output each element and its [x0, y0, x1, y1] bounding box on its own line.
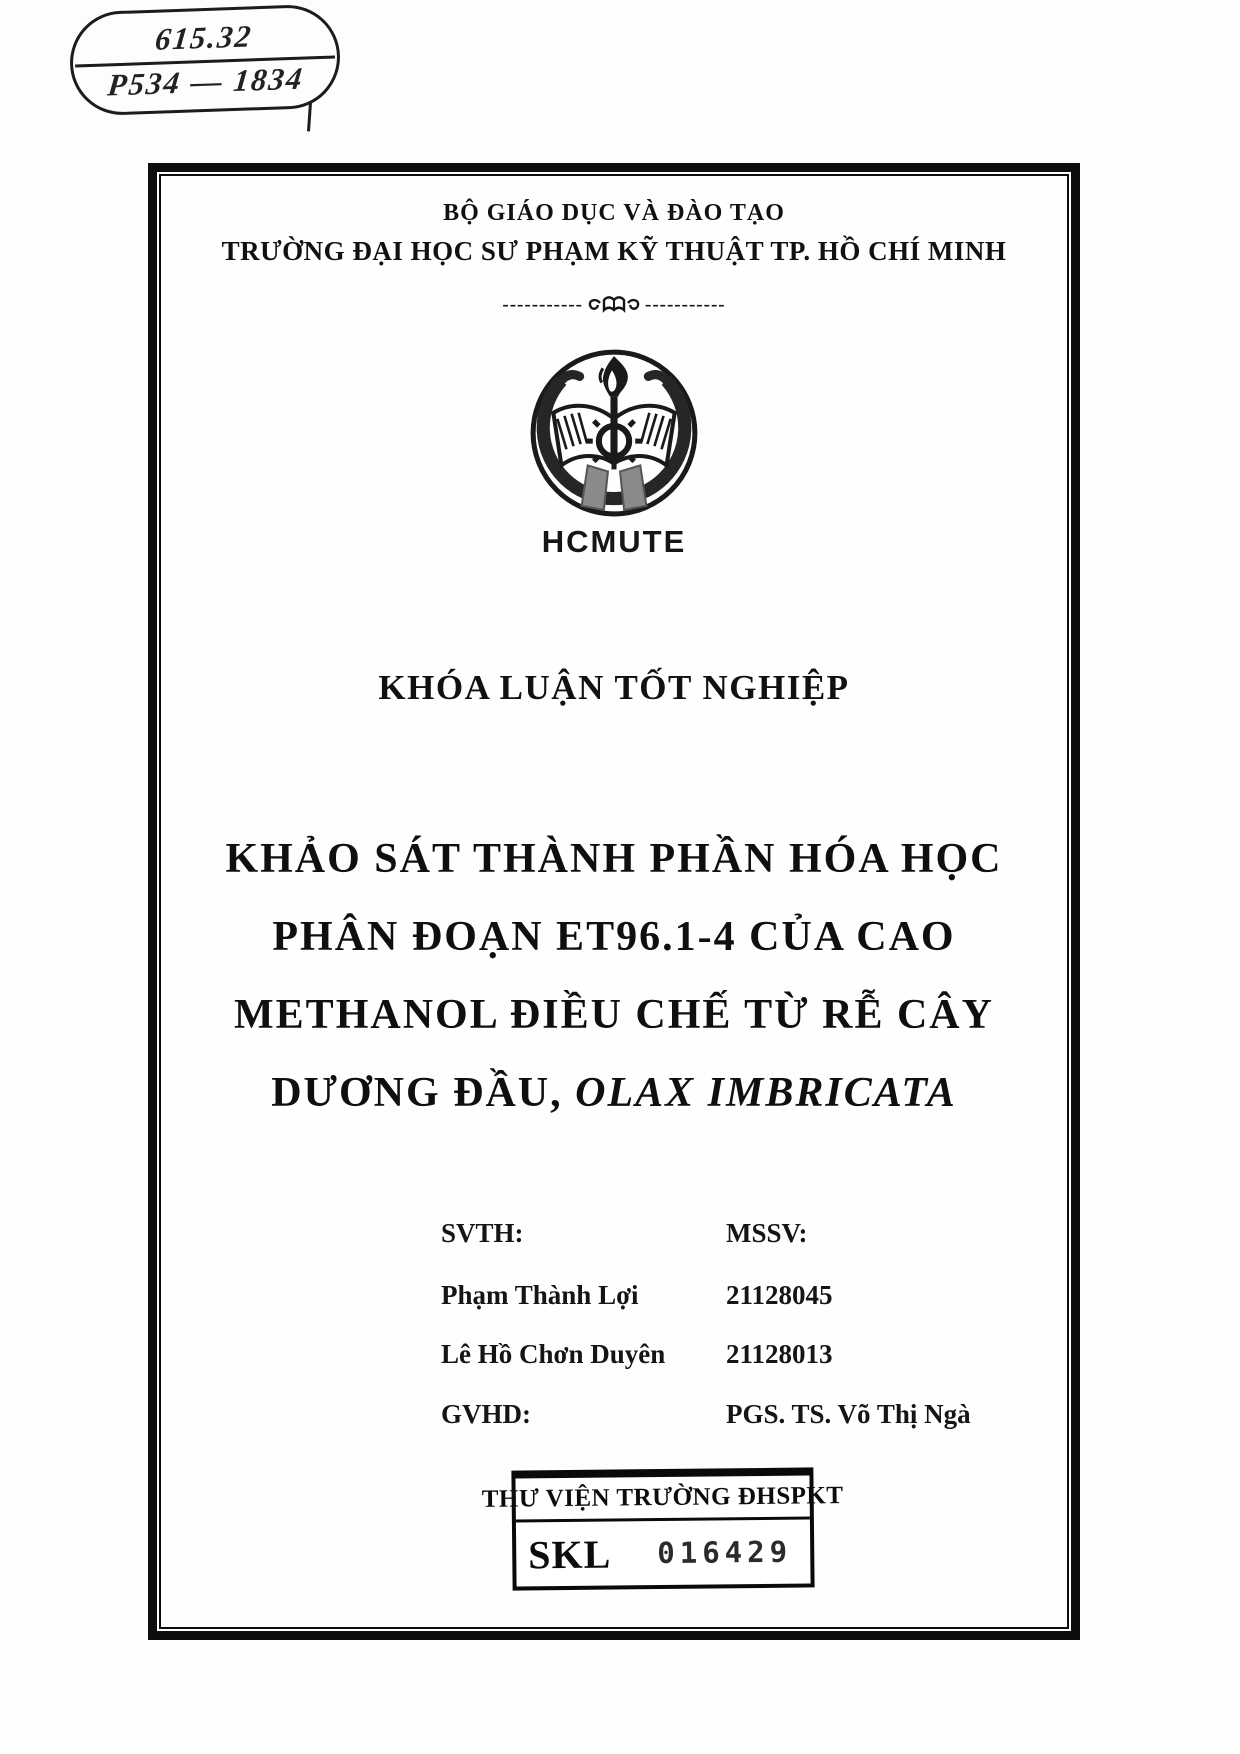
ministry-name: BỘ GIÁO DỤC VÀ ĐÀO TẠO — [443, 200, 785, 226]
student-name: Lê Hồ Chơn Duyên — [441, 1339, 666, 1369]
hcmute-logo — [523, 340, 705, 522]
library-stamp — [481, 1467, 844, 1590]
hcmute-acronym: HCMUTE — [541, 524, 687, 559]
gvhd-label: GVHD: — [441, 1399, 531, 1429]
student-name: Phạm Thành Lợi — [441, 1280, 639, 1310]
call-number-cutter: P534 — 1834 — [106, 60, 306, 103]
call-number-tail-stroke — [307, 101, 312, 131]
cover-frame — [148, 163, 1080, 1640]
mssv-label: MSSV: — [726, 1218, 808, 1248]
student-id: 21128013 — [726, 1339, 833, 1369]
call-number-class: 615.32 — [153, 18, 255, 57]
call-number-oval — [68, 3, 341, 116]
thesis-title — [157, 820, 1071, 1132]
divider-dashes-right: ----------- — [645, 294, 726, 315]
svth-label: SVTH: — [441, 1218, 524, 1248]
thesis-title-line4 — [157, 1054, 1071, 1132]
student-row — [441, 1280, 1021, 1311]
student-row — [441, 1339, 1021, 1370]
skl-accession-number: 016429 — [657, 1534, 793, 1571]
thesis-title-line3: METHANOL ĐIỀU CHẾ TỪ RỄ CÂY — [234, 992, 994, 1038]
thesis-title-line4-text: DƯƠNG ĐẦU, — [271, 1070, 576, 1116]
library-stamp-title: THƯ VIỆN TRƯỜNG ĐHSPKT — [515, 1475, 809, 1522]
header-divider — [157, 292, 1071, 318]
hcmute-emblem-icon — [523, 340, 705, 522]
divider-dashes-left: ----------- — [502, 294, 583, 315]
gvhd-value: PGS. TS. Võ Thị Ngà — [726, 1399, 971, 1429]
thesis-title-line1: KHẢO SÁT THÀNH PHẦN HÓA HỌC — [225, 836, 1003, 882]
university-name: TRƯỜNG ĐẠI HỌC SƯ PHẠM KỸ THUẬT TP. HỒ CHÍ MINH — [221, 236, 1007, 266]
advisor-row — [441, 1399, 1021, 1430]
student-id: 21128045 — [726, 1280, 833, 1310]
info-header-row — [441, 1218, 1021, 1249]
library-stamp-bottom-row — [516, 1519, 811, 1586]
document-type-heading: KHÓA LUẬN TỐT NGHIỆP — [378, 668, 850, 707]
skl-label: SKL — [528, 1531, 612, 1577]
open-book-ornament-icon — [585, 292, 643, 318]
thesis-title-line2: PHÂN ĐOẠN ET96.1-4 CỦA CAO — [272, 914, 956, 960]
thesis-title-species-name: OLAX IMBRICATA — [575, 1070, 957, 1116]
